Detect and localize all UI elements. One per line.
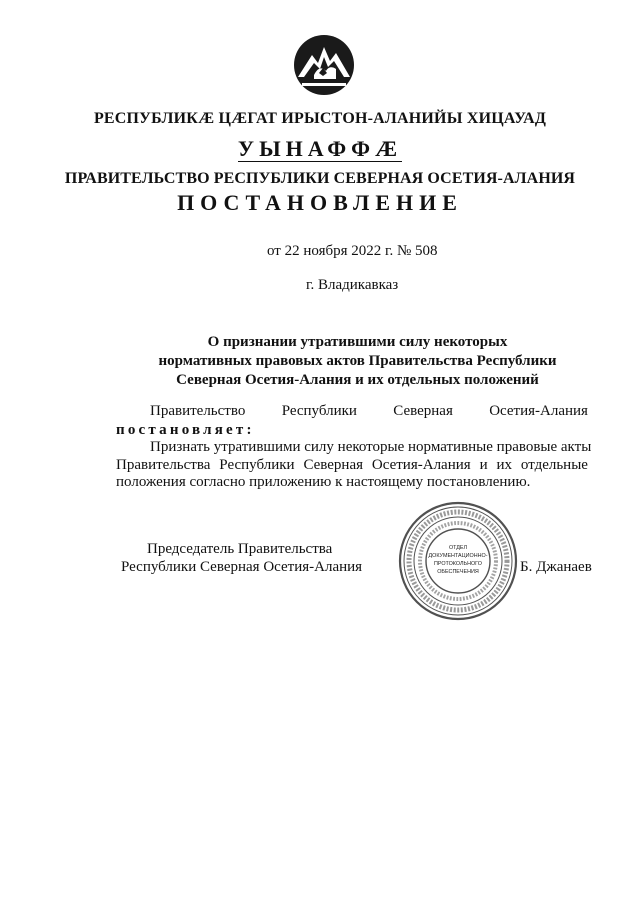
postanovlyaet: постановляет: (116, 422, 255, 438)
paragraph-word: Правительства (116, 457, 211, 473)
paragraph-2-line-2 (116, 457, 588, 474)
document-title-line-1: О признании утратившими силу некоторых (207, 334, 508, 350)
paragraph-word: их (496, 457, 513, 473)
paragraph-word: Осетия-Алания (371, 457, 471, 473)
paragraph-2-line-3: положения согласно приложению к настоящему постановлению. (116, 474, 531, 490)
stamp-text-line-3: ПРОТОКОЛЬНОГО (434, 561, 482, 567)
paragraph-2-line-1: Признать утратившими силу некоторые нормативные правовые акты (150, 439, 592, 455)
paragraph-word: Северная (393, 403, 453, 419)
date-number: от 22 ноября 2022 г. № 508 (267, 243, 438, 259)
paragraph-word: отдельные (520, 457, 588, 473)
stamp-text-line-2: ДОКУМЕНТАЦИОННО- (428, 553, 488, 559)
city: г. Владикавказ (306, 277, 399, 293)
republic-ossetian-heading: РЕСПУБЛИКӔ ЦӔГАТ ИРЫСТОН-АЛАНИЙЫ ХИЦАУАД (93, 110, 547, 127)
coat-of-arms-icon (292, 33, 356, 97)
paragraph-word: Северная (303, 457, 364, 473)
paragraph-1-line-1 (116, 403, 588, 420)
official-seal-icon (396, 499, 520, 623)
document-title-line-2: нормативных правовых актов Правительства Республики (158, 353, 557, 369)
government-heading: ПРАВИТЕЛЬСТВО РЕСПУБЛИКИ СЕВЕРНАЯ ОСЕТИЯ-АЛАНИЯ (64, 170, 576, 187)
decree-heading: ПОСТАНОВЛЕНИЕ (177, 190, 463, 215)
paragraph-word: Республики (219, 457, 295, 473)
signatory-name: Б. Джанаев (520, 559, 592, 575)
paragraph-word: Осетия-Алания (489, 403, 588, 419)
decree-ossetian-text: УЫНАФФӔ (237, 136, 403, 161)
stamp-text-line-1: ОТДЕЛ (448, 545, 468, 551)
document-title-line-3: Северная Осетия-Алания и их отдельных положений (176, 372, 539, 388)
paragraph-word: Правительство (150, 403, 246, 419)
signatory-position-line-1: Председатель Правительства (147, 541, 333, 557)
signatory-position-line-2: Республики Северная Осетия-Алания (121, 559, 363, 575)
paragraph-word: и (479, 457, 488, 473)
decree-ossetian-heading (0, 136, 640, 162)
paragraph-word: Республики (281, 403, 357, 419)
stamp-text-line-4: ОБЕСПЕЧЕНИЯ (437, 569, 479, 575)
